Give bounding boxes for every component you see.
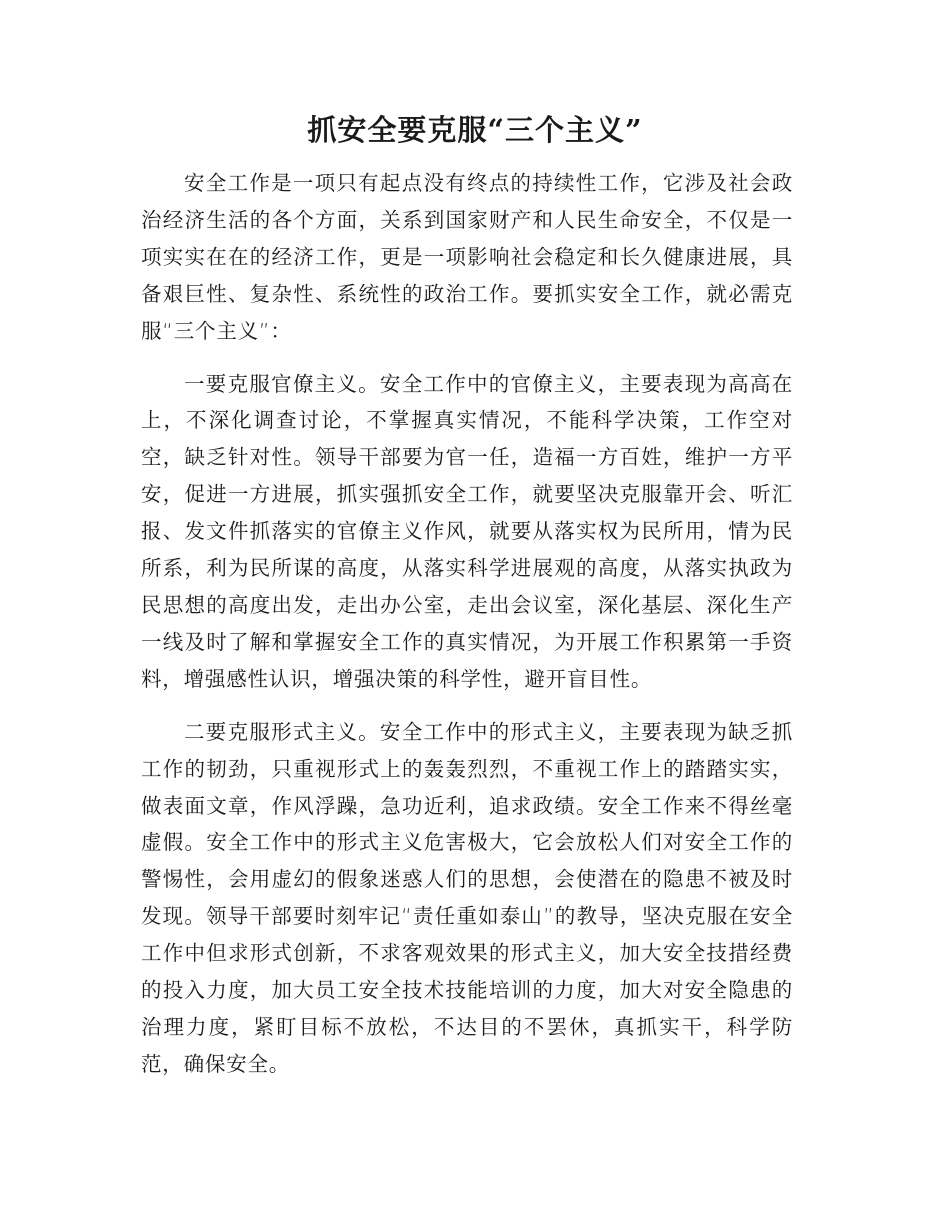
paragraph-intro: 安全工作是一项只有起点没有终点的持续性工作，它涉及社会政治经济生活的各个方面，关系到国家财产和人民生命安全，不仅是一项实实在在的经济工作，更是一项影响社会稳定和长久健康进展，具备艰巨性、复杂性、系统性的政治工作。要抓实安全工作，就必需克服“三个主义”： [141,171,793,343]
document-body [141,165,793,1083]
paragraph-bureaucratism: 一要克服官僚主义。安全工作中的官僚主义，主要表现为高高在上，不深化调查讨论，不掌握真实情况，不能科学决策，工作空对空，缺乏针对性。领导干部要为官一任，造福一方百姓，维护一方平安，促进一方进展，抓实强抓安全工作，就要坚决克服靠开会、听汇报、发文件抓落实的官僚主义作风，就要从落实权为民所用，情为民所系，利为民所谋的高度，从落实科学进展观的高度，从落实执政为民思想的高度出发，走出办公室，走出会议室，深化基层、深化生产一线及时了解和掌握安全工作的真实情况，为开展工作积累第一手资料，增强感性认识，增强决策的科学性，避开盲目性。 [141,371,793,691]
paragraph-formalism: 二要克服形式主义。安全工作中的形式主义，主要表现为缺乏抓工作的韧劲，只重视形式上的轰轰烈烈，不重视工作上的踏踏实实，做表面文章，作风浮躁，急功近利，追求政绩。安全工作来不得丝毫虚假。安全工作中的形式主义危害极大，它会放松人们对安全工作的警惕性，会用虚幻的假象迷惑人们的思想，会使潜在的隐患不被及时发现。领导干部要时刻牢记“责任重如泰山”的教导，坚决克服在安全工作中但求形式创新，不求客观效果的形式主义，加大安全技措经费的投入力度，加大员工安全技术技能培训的力度，加大对安全隐患的治理力度，紧盯目标不放松，不达目的不罢休，真抓实干，科学防范，确保安全。 [141,719,793,1076]
document-title: 抓安全要克服“三个主义” [307,113,643,147]
